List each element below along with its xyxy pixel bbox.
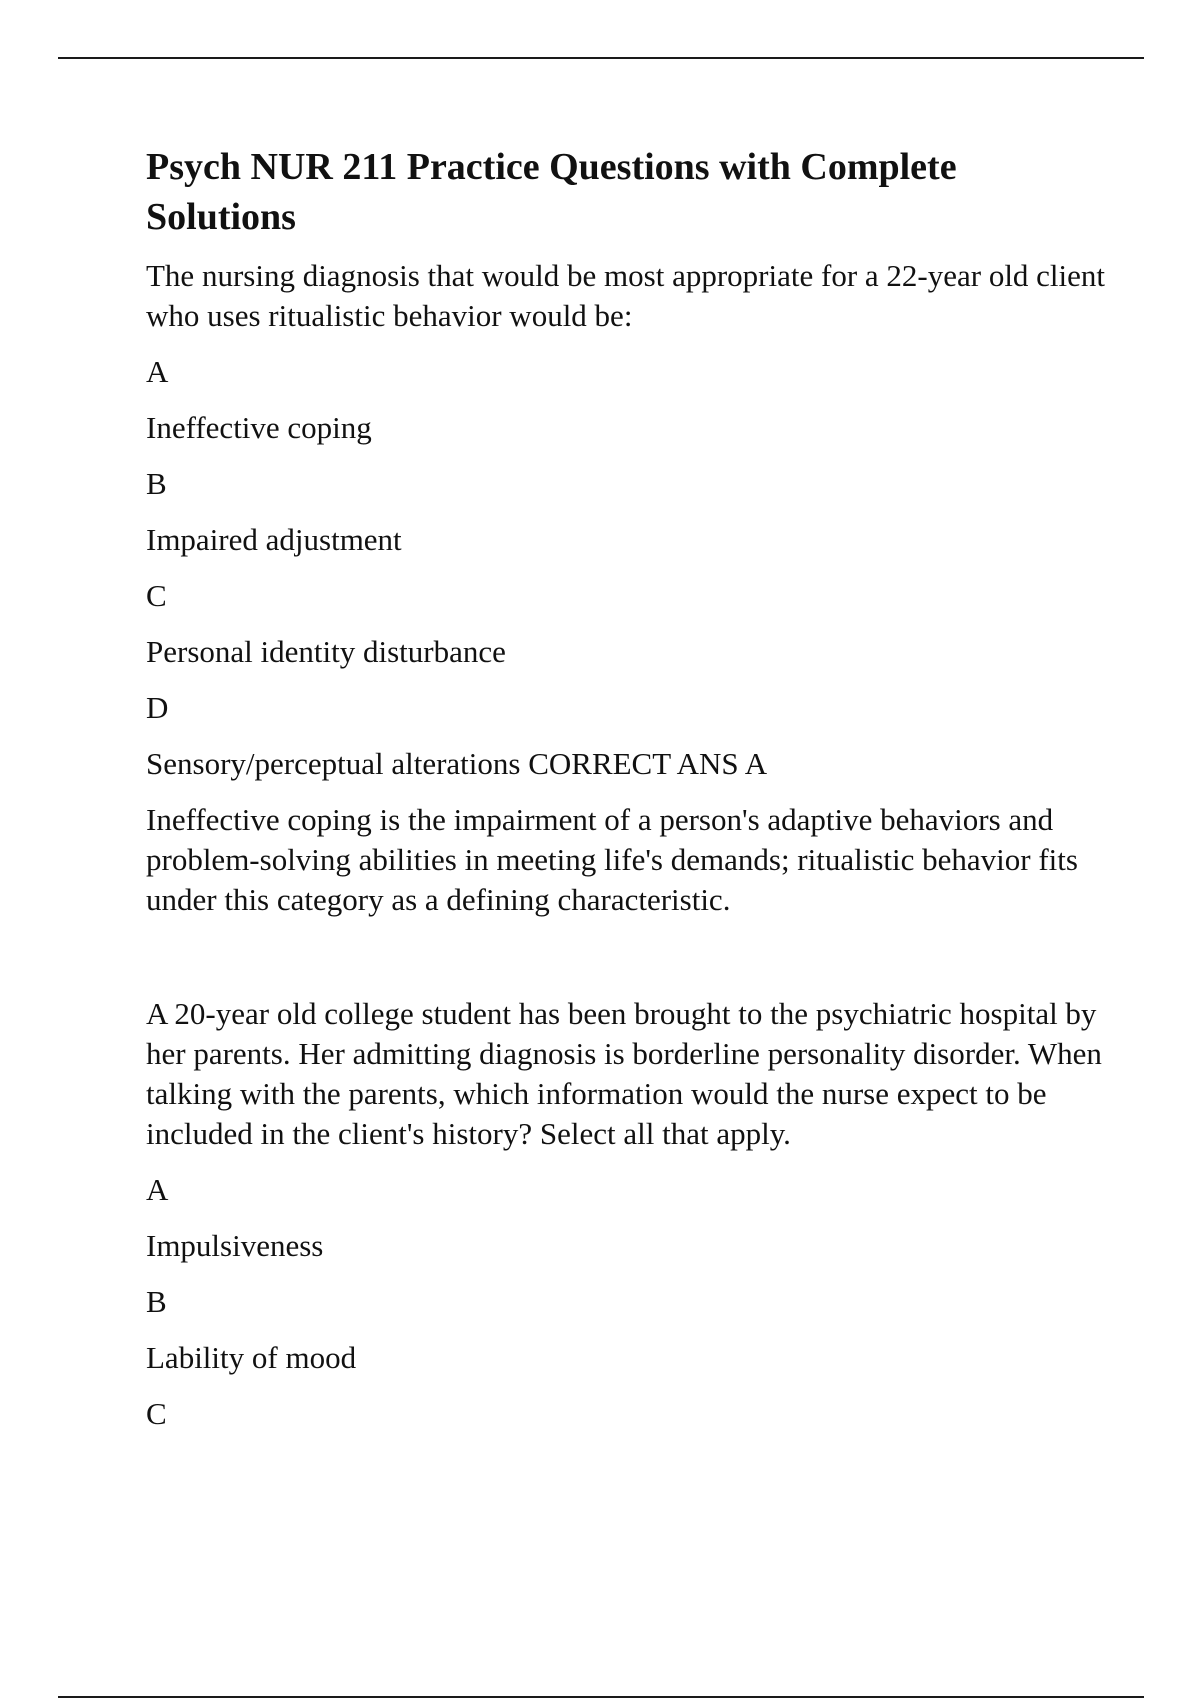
option-text: Ineffective coping (146, 410, 372, 445)
question-stem: A 20-year old college student has been brought to the psychiatric hospital by her parents. Her admitting diagnosis is borderline personality disorder. When talking with the parents, which information would the nurse expect to be included in the client's history? Select all that apply. (146, 996, 1102, 1151)
option-text: Impaired adjustment (146, 522, 402, 557)
option-letter: A (146, 354, 169, 389)
question-2 (146, 994, 1106, 1434)
question-stem: The nursing diagnosis that would be most appropriate for a 22-year old client who uses ritualistic behavior would be: (146, 258, 1106, 333)
option-text: Sensory/perceptual alterations CORRECT ANS A (146, 746, 768, 781)
question-1 (146, 256, 1106, 920)
option-text: Impulsiveness (146, 1228, 324, 1263)
option-letter: B (146, 466, 167, 501)
header-rule (58, 57, 1144, 59)
option-text: Lability of mood (146, 1340, 357, 1375)
option-letter: C (146, 1396, 167, 1431)
footer-rule (58, 1696, 1144, 1698)
rationale: Ineffective coping is the impairment of a person's adaptive behaviors and problem-solving abilities in meeting life's demands; ritualistic behavior fits under this category as a defining characteristic. (146, 802, 1078, 917)
option-letter: B (146, 1284, 167, 1319)
question-spacer (146, 936, 1106, 994)
document-title: Psych NUR 211 Practice Questions with Complete Solutions (146, 146, 957, 238)
option-letter: A (146, 1172, 169, 1207)
option-text: Personal identity disturbance (146, 634, 506, 669)
option-letter: D (146, 690, 169, 725)
option-letter: C (146, 578, 167, 613)
document-body (146, 142, 1106, 1450)
